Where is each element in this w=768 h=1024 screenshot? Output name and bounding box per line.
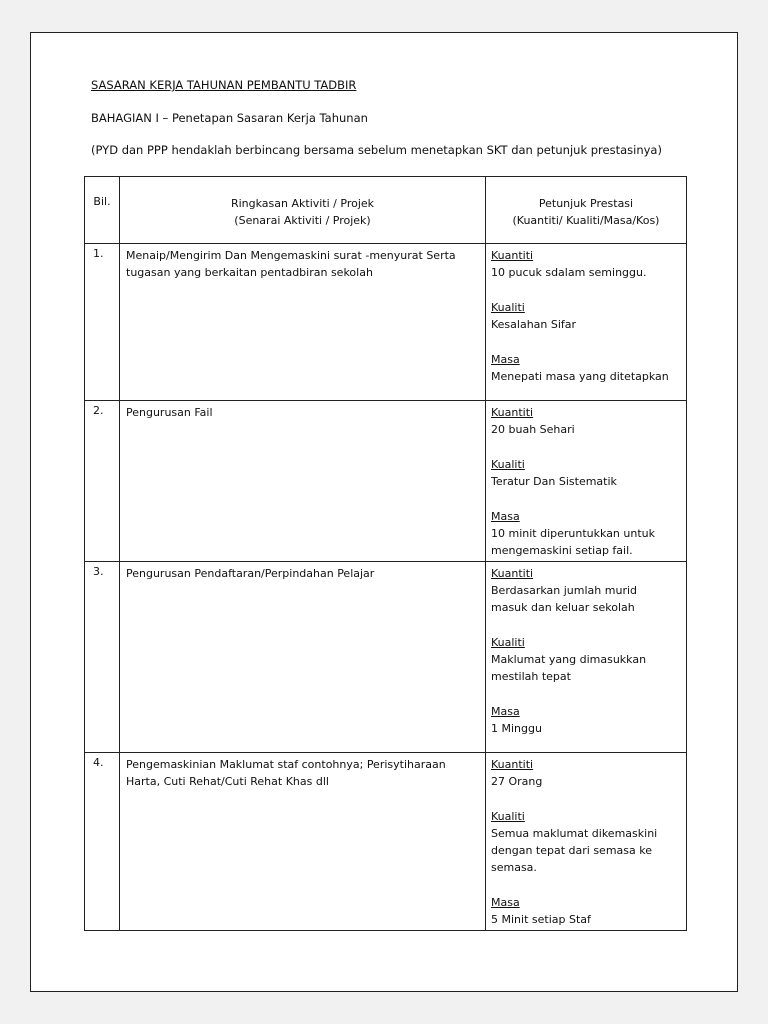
kuantiti-group [491, 247, 682, 281]
table-row [85, 562, 687, 753]
masa-value: Menepati masa yang ditetapkan [491, 370, 669, 383]
row-number: 1. [85, 244, 120, 401]
masa-value: 1 Minggu [491, 722, 542, 735]
masa-label: Masa [491, 705, 520, 718]
masa-label: Masa [491, 353, 520, 366]
kualiti-label: Kualiti [491, 636, 525, 649]
row-indicator [486, 401, 687, 562]
kualiti-value: Maklumat yang dimasukkan mestilah tepat [491, 653, 647, 683]
document-title: SASARAN KERJA TAHUNAN PEMBANTU TADBIR [91, 78, 357, 92]
masa-group [491, 894, 682, 928]
header-activity-subtitle: (Senarai Aktiviti / Projek) [234, 214, 371, 227]
masa-label: Masa [491, 510, 520, 523]
kualiti-group [491, 299, 682, 333]
masa-value: 10 minit diperuntukkan untuk mengemaskini setiap fail. [491, 527, 655, 557]
section-title: BAHAGIAN I – Penetapan Sasaran Kerja Tahunan [91, 111, 368, 125]
masa-group [491, 703, 682, 737]
header-indicator-title: Petunjuk Prestasi [538, 197, 634, 210]
row-activity: Pengurusan Fail [120, 401, 486, 562]
masa-group [491, 351, 682, 385]
kualiti-group [491, 634, 682, 685]
table-row [85, 244, 687, 401]
skt-table [84, 176, 687, 931]
kuantiti-group [491, 565, 682, 616]
kuantiti-label: Kuantiti [491, 249, 534, 262]
kualiti-value: Semua maklumat dikemaskini dengan tepat dari semasa ke semasa. [491, 827, 658, 874]
kualiti-label: Kualiti [491, 301, 525, 314]
header-activity [120, 177, 486, 244]
kualiti-value: Kesalahan Sifar [491, 318, 577, 331]
row-activity: Pengemaskinian Maklumat staf contohnya; Perisytiharaan Harta, Cuti Rehat/Cuti Rehat Khas dll [120, 753, 486, 931]
kualiti-group [491, 456, 682, 490]
instruction-note: (PYD dan PPP hendaklah berbincang bersama sebelum menetapkan SKT dan petunjuk prestasinya) [91, 143, 662, 157]
masa-group [491, 508, 682, 559]
kualiti-label: Kualiti [491, 458, 525, 471]
row-indicator [486, 753, 687, 931]
row-number: 4. [85, 753, 120, 931]
header-indicator-subtitle: (Kuantiti/ Kualiti/Masa/Kos) [512, 214, 660, 227]
kualiti-label: Kualiti [491, 810, 525, 823]
row-activity: Pengurusan Pendaftaran/Perpindahan Pelajar [120, 562, 486, 753]
kuantiti-label: Kuantiti [491, 567, 534, 580]
kuantiti-group [491, 756, 682, 790]
row-number: 3. [85, 562, 120, 753]
masa-value: 5 Minit setiap Staf [491, 913, 591, 926]
row-indicator [486, 244, 687, 401]
kuantiti-value: 27 Orang [491, 775, 543, 788]
kuantiti-label: Kuantiti [491, 406, 534, 419]
row-number: 2. [85, 401, 120, 562]
header-bil: Bil. [85, 177, 120, 244]
kuantiti-group [491, 404, 682, 438]
kuantiti-value: Berdasarkan jumlah murid masuk dan keluar sekolah [491, 584, 638, 614]
kuantiti-value: 20 buah Sehari [491, 423, 575, 436]
kualiti-group [491, 808, 682, 876]
document-page [30, 32, 738, 992]
kuantiti-value: 10 pucuk sdalam seminggu. [491, 266, 647, 279]
masa-label: Masa [491, 896, 520, 909]
table-row [85, 753, 687, 931]
header-activity-title: Ringkasan Aktiviti / Projek [230, 197, 375, 210]
kuantiti-label: Kuantiti [491, 758, 534, 771]
table-header-row [85, 177, 687, 244]
kualiti-value: Teratur Dan Sistematik [491, 475, 617, 488]
row-activity: Menaip/Mengirim Dan Mengemaskini surat -menyurat Serta tugasan yang berkaitan pentadbiran sekolah [120, 244, 486, 401]
header-indicator [486, 177, 687, 244]
row-indicator [486, 562, 687, 753]
table-row [85, 401, 687, 562]
